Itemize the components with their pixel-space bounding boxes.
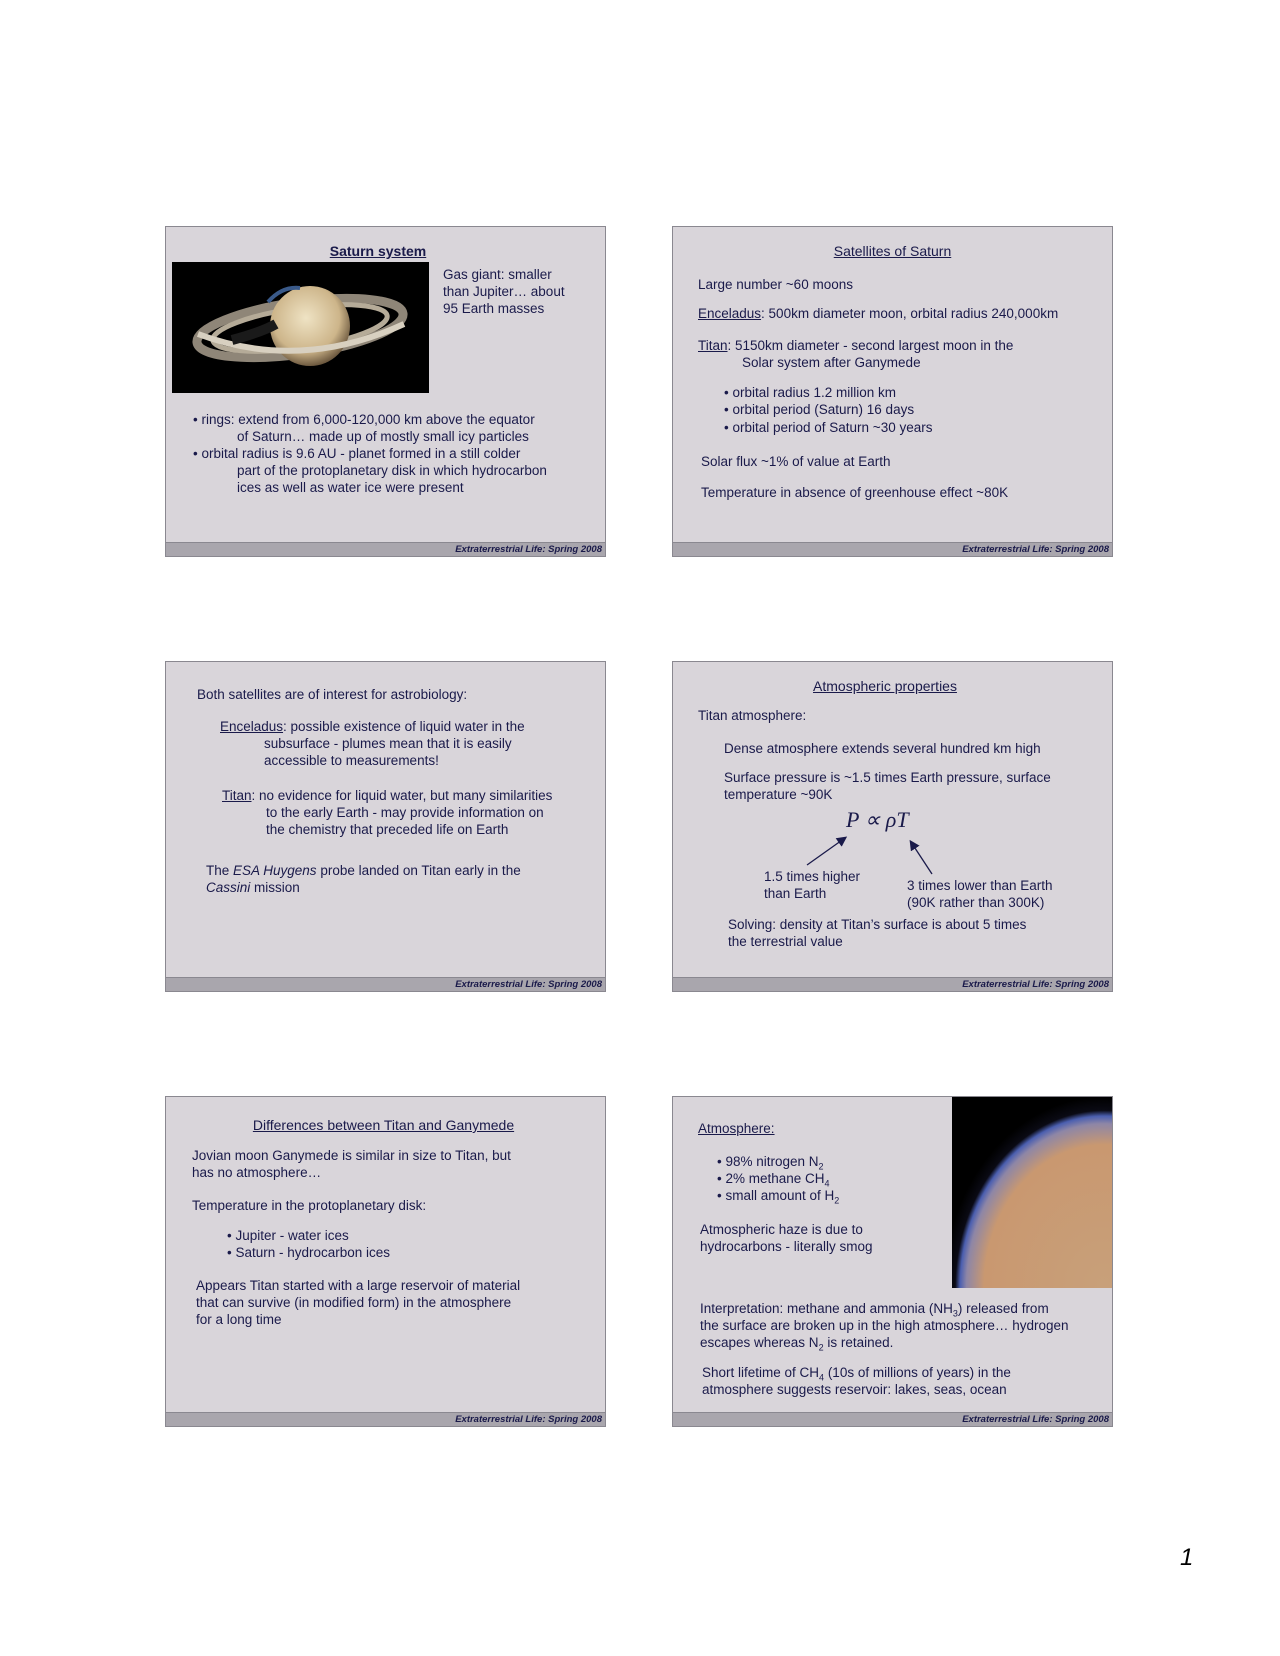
body-line: [206, 879, 300, 897]
side-line: Gas giant: smaller: [443, 267, 552, 282]
bullet: [717, 1153, 824, 1171]
keyword: Titan: [222, 788, 252, 803]
text: escapes whereas N: [700, 1335, 819, 1350]
keyword: Titan: [698, 338, 728, 353]
bullet: [717, 1170, 830, 1188]
slide-footer: Extraterrestrial Life: Spring 2008: [166, 1412, 605, 1426]
body-line: Surface pressure is ~1.5 times Earth pressure, surface: [724, 770, 1051, 785]
annotation: (90K rather than 300K): [907, 895, 1045, 910]
titan-image: [952, 1097, 1112, 1288]
body-line: that can survive (in modified form) in the atmosphere: [196, 1295, 512, 1310]
body-line: temperature ~90K: [724, 787, 833, 802]
side-line: than Jupiter… about: [443, 284, 565, 299]
slide-title: Satellites of Saturn: [833, 243, 952, 259]
text: : possible existence of liquid water in the: [283, 719, 525, 734]
text: : no evidence for liquid water, but many similarities: [251, 788, 553, 803]
bullet: [717, 1187, 839, 1205]
body-line: Both satellites are of interest for astrobiology:: [197, 687, 468, 702]
body-line: [220, 718, 525, 736]
keyword: Enceladus: [698, 306, 762, 321]
body-line: [206, 862, 521, 880]
slide-title: Atmosphere:: [698, 1121, 775, 1136]
slide-saturn-system: [165, 226, 606, 557]
body-line: of Saturn… made up of mostly small icy particles: [237, 429, 529, 444]
subscript: 2: [818, 1161, 824, 1172]
body-line: Jovian moon Ganymede is similar in size to Titan, but: [192, 1148, 511, 1163]
keyword: Enceladus: [220, 719, 284, 734]
body-line: • orbital radius is 9.6 AU - planet formed in a still colder: [193, 446, 521, 461]
slide-footer: Extraterrestrial Life: Spring 2008: [166, 977, 605, 991]
body-line: [700, 1334, 893, 1352]
body-line: Solving: density at Titan’s surface is about 5 times: [728, 917, 1027, 932]
body-line: hydrocarbons - literally smog: [700, 1239, 873, 1254]
body-line: to the early Earth - may provide information on: [266, 805, 544, 820]
text: : 5150km diameter - second largest moon in the: [727, 338, 1014, 353]
body-line: Large number ~60 moons: [698, 277, 853, 292]
text: • 98% nitrogen N: [717, 1154, 819, 1169]
text: is retained.: [823, 1335, 894, 1350]
text: Cassini: [206, 880, 251, 895]
body-line: Solar flux ~1% of value at Earth: [701, 454, 891, 469]
bullet: • orbital period (Saturn) 16 days: [724, 402, 915, 417]
body-line: the surface are broken up in the high atmosphere… hydrogen: [700, 1318, 1069, 1333]
body-line: for a long time: [196, 1312, 282, 1327]
body-line: Atmospheric haze is due to: [700, 1222, 863, 1237]
body-line: the terrestrial value: [728, 934, 843, 949]
subscript: 4: [824, 1178, 830, 1189]
page-number: 1: [1180, 1544, 1194, 1571]
slide-footer: Extraterrestrial Life: Spring 2008: [166, 542, 605, 556]
body-line: [698, 305, 1058, 323]
subscript: 2: [834, 1195, 840, 1206]
text: The: [206, 863, 234, 878]
slide-titan-atmosphere: [672, 1096, 1113, 1427]
text: : 500km diameter moon, orbital radius 240,000km: [761, 306, 1059, 321]
body-line: Dense atmosphere extends several hundred km high: [724, 741, 1041, 756]
text: probe landed on Titan early in the: [316, 863, 521, 878]
pressure-equation: P ∝ ρT: [846, 807, 909, 832]
bullet: • Saturn - hydrocarbon ices: [227, 1245, 391, 1260]
text: ) released from: [957, 1301, 1049, 1316]
bullet: • orbital period of Saturn ~30 years: [724, 420, 933, 435]
side-line: 95 Earth masses: [443, 301, 545, 316]
bullet: • orbital radius 1.2 million km: [724, 385, 897, 400]
body-line: ices as well as water ice were present: [237, 480, 464, 495]
annotation: 3 times lower than Earth: [907, 878, 1053, 893]
body-line: [698, 337, 1013, 355]
body-line: [222, 787, 552, 805]
body-line: the chemistry that preceded life on Earth: [266, 822, 509, 837]
slide-footer: Extraterrestrial Life: Spring 2008: [673, 542, 1112, 556]
text: Interpretation: methane and ammonia (NH: [700, 1301, 953, 1316]
slide-footer: Extraterrestrial Life: Spring 2008: [673, 977, 1112, 991]
slide-atmospheric-properties: [672, 661, 1113, 992]
body-line: [702, 1364, 1011, 1382]
text: • small amount of H: [717, 1188, 835, 1203]
body-line: atmosphere suggests reservoir: lakes, seas, ocean: [702, 1382, 1007, 1397]
text: mission: [250, 880, 300, 895]
body-line: [700, 1300, 1049, 1318]
annotation: 1.5 times higher: [764, 869, 861, 884]
subscript: 3: [952, 1308, 958, 1319]
slide-titan-vs-ganymede: [165, 1096, 606, 1427]
text: ESA Huygens: [233, 863, 317, 878]
slide-title: Saturn system: [329, 243, 427, 259]
body-line: subsurface - plumes mean that it is easily: [264, 736, 512, 751]
body-line: Titan atmosphere:: [698, 708, 807, 723]
text: (10s of millions of years) in the: [824, 1365, 1011, 1380]
body-line: part of the protoplanetary disk in which hydrocarbon: [237, 463, 547, 478]
body-line: Solar system after Ganymede: [742, 355, 921, 370]
saturn-image: [172, 262, 429, 393]
slide-title: Atmospheric properties: [813, 678, 957, 694]
text: • 2% methane CH: [717, 1171, 825, 1186]
body-line: accessible to measurements!: [264, 753, 439, 768]
subscript: 4: [819, 1372, 825, 1383]
body-line: • rings: extend from 6,000-120,000 km above the equator: [193, 412, 535, 427]
body-line: Temperature in the protoplanetary disk:: [192, 1198, 427, 1213]
body-line: Temperature in absence of greenhouse effect ~80K: [701, 485, 1009, 500]
body-line: has no atmosphere…: [192, 1165, 322, 1180]
bullet: • Jupiter - water ices: [227, 1228, 349, 1243]
subscript: 2: [818, 1342, 824, 1353]
slide-title: Differences between Titan and Ganymede: [252, 1117, 515, 1133]
text: Short lifetime of CH: [702, 1365, 820, 1380]
annotation: than Earth: [764, 886, 827, 901]
slide-astrobiology-interest: [165, 661, 606, 992]
slide-satellites-of-saturn: [672, 226, 1113, 557]
body-line: Appears Titan started with a large reservoir of material: [196, 1278, 521, 1293]
slide-footer: Extraterrestrial Life: Spring 2008: [673, 1412, 1112, 1426]
